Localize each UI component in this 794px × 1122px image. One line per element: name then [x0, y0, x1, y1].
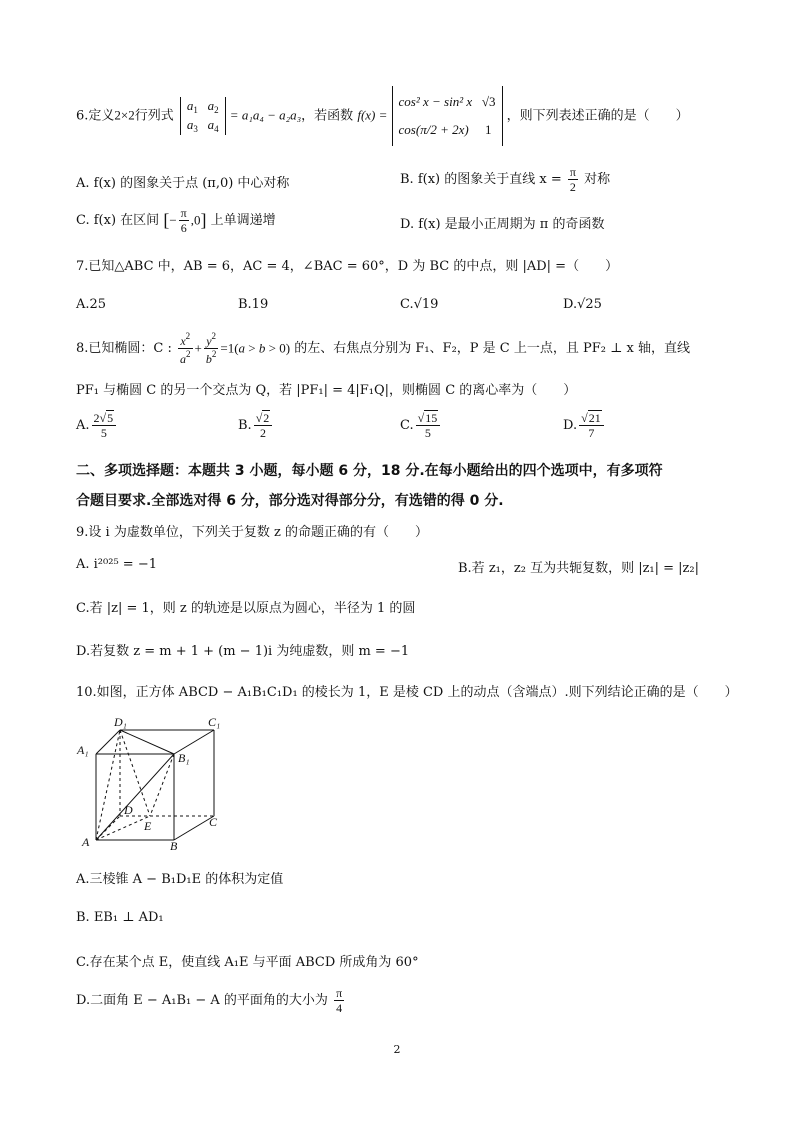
- section2-heading-line2: 合题目要求.全部选对得 6 分，部分选对得部分分，有选错的得 0 分.: [76, 493, 504, 509]
- q7-option-b: B.19: [238, 297, 269, 312]
- q6-option-c-post: 上单调递增: [210, 213, 276, 228]
- q10-stem: 10.如图，正方体 ABCD − A₁B₁C₁D₁ 的棱长为 1，E 是棱 CD 上的动点（含端点）.则下列结论正确的是（ ）: [76, 685, 738, 700]
- q9-option-b: B.若 z₁，z₂ 互为共轭复数，则 |z₁| = |z₂|: [458, 561, 700, 576]
- q6-cell-d: 1: [484, 122, 492, 137]
- label-C: C: [209, 815, 218, 829]
- q8-stem-post: 的左、右焦点分别为 F₁、F₂，P 是 C 上一点，且 PF₂ ⊥ x 轴，直线: [294, 341, 690, 356]
- label-A1: A₁: [77, 743, 89, 757]
- q9-option-a: A. i²⁰²⁵ = −1: [76, 557, 157, 572]
- q6-cell-a: cos² x − sin² x: [398, 94, 473, 109]
- q8-option-a: A. $\frac{2√5}{5}$: [76, 412, 118, 439]
- q10-option-b: B. EB₁ ⊥ AD₁: [76, 910, 164, 925]
- q6-option-b-post: 对称: [584, 172, 611, 187]
- label-A: A: [82, 835, 90, 849]
- q7-option-c: C.√19: [400, 297, 439, 312]
- q6-determinant: $a_1$ $a_2$ $a_3$ $a_4$: [180, 97, 226, 135]
- q6-option-c-frac: $\frac{\pi}{6}$: [180, 206, 187, 235]
- q8-option-b: B. $\frac{√2}{2}$: [238, 412, 274, 439]
- q10-option-d: [76, 987, 346, 1014]
- q10-option-d-text: D.二面角 E − A₁B₁ − A 的平面角的大小为: [76, 993, 328, 1008]
- label-B1: B₁: [178, 751, 190, 765]
- q6-option-c: C. f(x) 在区间 [− $\frac{\pi}{6}$ ,0] 上单调递增: [76, 206, 276, 235]
- q6-cell-b: √3: [481, 94, 496, 109]
- q8-option-b-label: B.: [238, 418, 252, 433]
- q8-option-d-label: D.: [563, 418, 578, 433]
- label-B: B: [170, 839, 178, 852]
- q8-frac-x: $\frac{x^2}{a^2}$: [180, 331, 191, 366]
- page-number: 2: [393, 1043, 401, 1056]
- q6-det-equation: = a₁a₄ − a₂a₃: [229, 107, 302, 123]
- q6-mid: ，若函数: [301, 108, 354, 124]
- q8-option-c: C. $\frac{√15}{5}$: [400, 412, 442, 439]
- q6-option-b-frac: $\frac{\pi}{2}$: [569, 165, 576, 194]
- q6-option-b: [400, 166, 610, 193]
- q9-option-d: D.若复数 z = m + 1 + (m − 1)i 为纯虚数，则 m = −1: [76, 644, 410, 659]
- q8-line2: PF₁ 与椭圆 C 的另一个交点为 Q，若 |PF₁| = 4|F₁Q|，则椭圆 C 的离心率为（ ）: [76, 383, 577, 398]
- q7-stem: 7.已知△ABC 中，AB = 6，AC = 4，∠BAC = 60°，D 为 BC 的中点，则 |AD| =（ ）: [76, 259, 619, 274]
- q8-frac-y: $\frac{y^2}{b^2}$: [205, 331, 217, 366]
- q8-stem-pre: 8.已知椭圆：C :: [76, 341, 172, 356]
- q6-option-c-interval: [: [163, 210, 170, 230]
- q10-option-c: C.存在某个点 E，使直线 A₁E 与平面 ABCD 所成角为 60°: [76, 955, 419, 970]
- q6-option-b-pre: B. f(x) 的图象关于直线 x =: [400, 172, 562, 187]
- q8-option-a-label: A.: [76, 418, 90, 433]
- q9-stem: 9.设 i 为虚数单位，下列关于复数 z 的命题正确的有（ ）: [76, 525, 428, 540]
- cube-figure: [74, 712, 234, 852]
- q8-option-c-label: C.: [400, 418, 414, 433]
- q9-option-c: C.若 |z| = 1，则 z 的轨迹是以原点为圆心，半径为 1 的圆: [76, 601, 416, 616]
- q8-option-d: D. $\frac{√21}{7}$: [563, 412, 606, 439]
- label-D: D: [124, 803, 133, 817]
- q6-fx: f(x) =: [357, 107, 388, 123]
- q6-option-a: A. f(x) 的图象关于点 (π,0) 中心对称: [76, 176, 290, 191]
- q10-option-d-frac: $\frac{\pi}{4}$: [336, 986, 343, 1015]
- q6-option-c-pre: C. f(x) 在区间: [76, 213, 160, 228]
- q6-suffix: ，则下列表述正确的是（ ）: [506, 108, 689, 124]
- q6-prefix: 6.定义: [76, 108, 115, 124]
- label-D1: D₁: [114, 715, 127, 729]
- label-E: E: [144, 819, 152, 833]
- q6-cell-c: cos(π/2 + 2x): [398, 122, 469, 137]
- label-C1: C₁: [208, 715, 221, 729]
- q6-stem: [76, 86, 689, 146]
- q7-option-a: A.25: [76, 297, 107, 312]
- q6-option-d: D. f(x) 是最小正周期为 π 的奇函数: [400, 217, 605, 232]
- q8-stem: 8.已知椭圆：C : $\frac{x^2}{a^2}$ + $\frac{y^2}{b^2}$ =1(a > b > 0) 的左、右焦点分别为 F₁、F₂，P 是 C 上一点，且 PF₂ ⊥ x 轴，直线: [76, 331, 690, 366]
- q10-option-a: A.三棱锥 A − B₁D₁E 的体积为定值: [76, 872, 284, 887]
- section2-heading-line1: 二、多项选择题：本题共 3 小题，每小题 6 分，18 分.在每小题给出的四个选项中，有多项符: [76, 463, 663, 479]
- q6-two: 2×2: [114, 107, 135, 123]
- q6-function-matrix: [392, 86, 503, 146]
- q7-option-d: D.√25: [563, 297, 602, 312]
- q6-hanglieshi: 行列式: [134, 108, 174, 124]
